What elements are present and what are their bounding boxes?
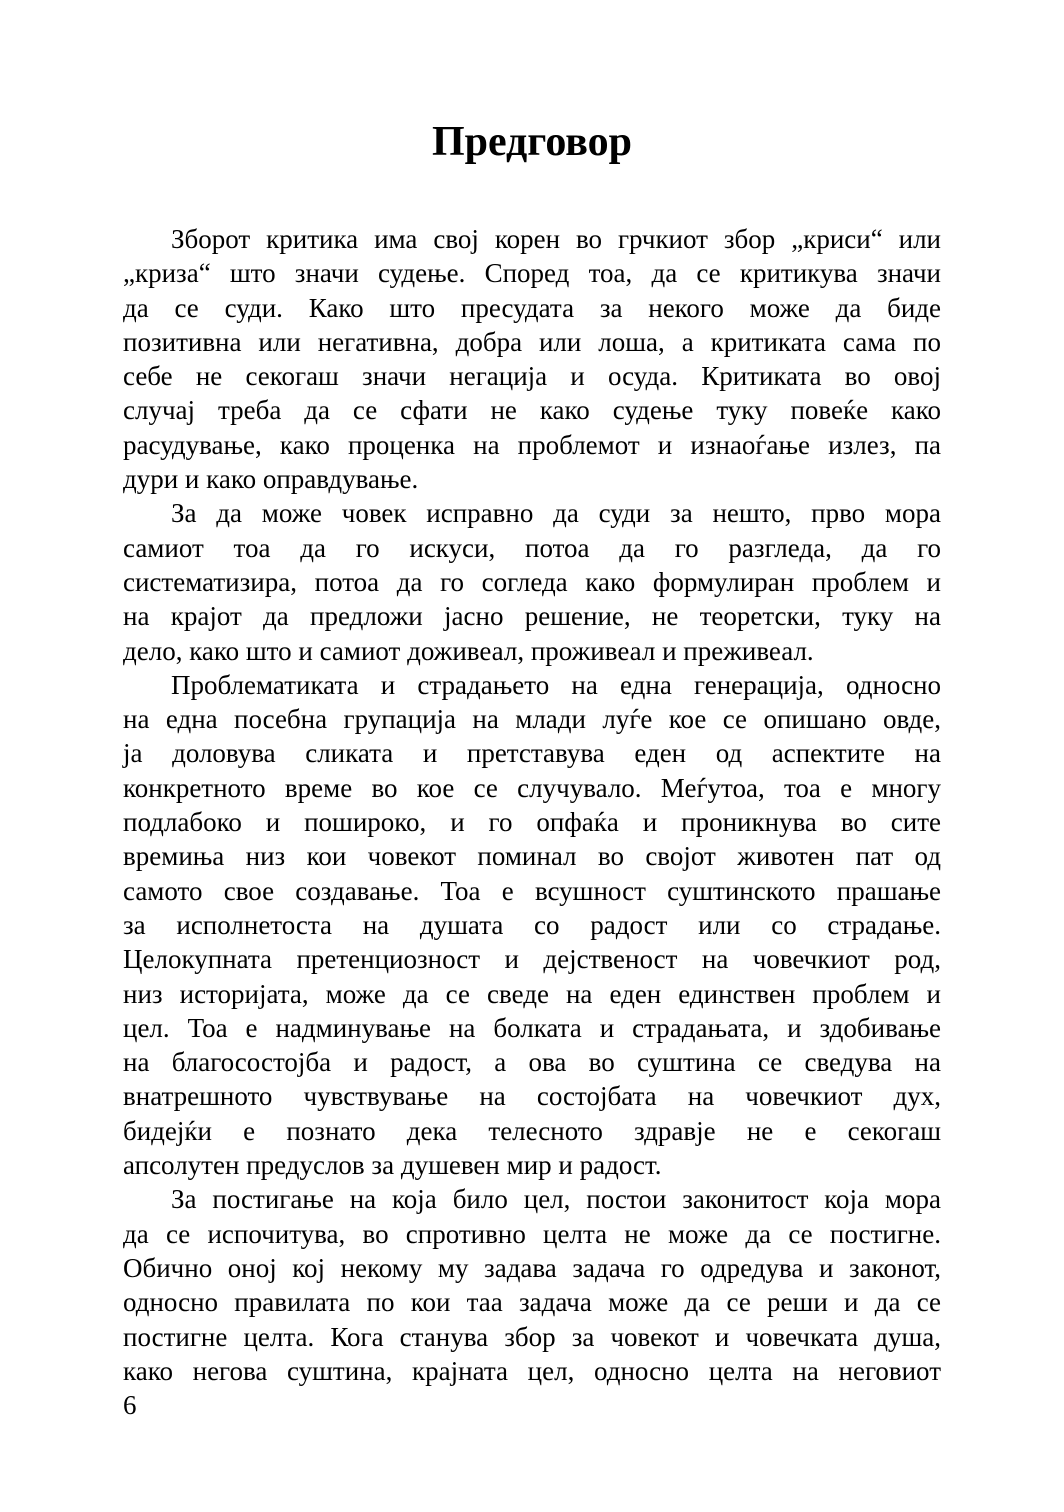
text-line: самото свое создавање. Тоа е всушност суштинското прашање (123, 875, 941, 906)
text-line: постигне целта. Кога станува збор за човекот и човечката душа, (123, 1321, 941, 1352)
text-line: Проблематиката и страдањето на една генерација, односно (171, 669, 941, 700)
page-number: 6 (123, 1390, 137, 1421)
text-line: да се суди. Како што пресудата за некого може да биде (123, 292, 941, 323)
text-line: конкретното време во кое се случувало. Меѓутоа, тоа е многу (123, 772, 941, 803)
text-line: себе не секогаш значи негација и осуда. Критиката во овој (123, 361, 941, 392)
text-line: на една посебна групација на млади луѓе кое се опишано овде, (123, 704, 941, 735)
chapter-title: Предговор (431, 119, 633, 165)
text-line: расудување, како проценка на проблемот и изнаоѓање излез, па (123, 429, 941, 460)
body-text (123, 222, 941, 1388)
text-line: „криза“ што значи судење. Според тоа, да се критикува значи (123, 258, 941, 289)
text-line: времиња низ кои човекот поминал во својот животен пат од (123, 841, 941, 872)
text-line: на крајот да предложи јасно решение, не теоретски, туку на (123, 601, 941, 632)
text-line: Обично оној кој некому му задава задача го одредува и законот, (123, 1252, 941, 1283)
text-line: за исполнетоста на душата со радост или со страдање. (123, 909, 941, 940)
text-line: апсолутен предуслов за душевен мир и радост. (123, 1150, 662, 1181)
text-line: Целокупната претенциозност и дејственост на човечкиот род, (123, 944, 941, 975)
text-line: на благосостојба и радост, а ова во суштина се сведува на (123, 1047, 941, 1078)
text-line: низ историјата, може да се сведе на еден единствен проблем и (123, 978, 941, 1009)
text-line: За да може човек исправно да суди за нешто, прво мора (171, 498, 941, 529)
text-line: За постигање на која било цел, постои законитост која мора (171, 1184, 941, 1215)
text-line: дело, како што и самиот доживеал, проживеал и преживеал. (123, 635, 814, 666)
text-line: бидејќи е познато дека телесното здравје не е секогаш (123, 1115, 941, 1146)
text-line: внатрешното чувствување на состојбата на човечкиот дух, (123, 1081, 941, 1112)
text-line: подлабоко и пошироко, и го опфаќа и проникнува во сите (123, 807, 941, 838)
text-line: односно правилата по кои таа задача може да се реши и да се (123, 1287, 941, 1318)
text-line: случај треба да се сфати не како судење туку повеќе како (123, 395, 941, 426)
text-line: ја доловува сликата и претставува еден од аспектите на (123, 738, 941, 769)
text-line: дури и како оправдување. (123, 464, 419, 495)
text-line: самиот тоа да го искуси, потоа да го разгледа, да го (123, 532, 941, 563)
text-line: систематизира, потоа да го согледа како формулиран проблем и (123, 566, 941, 597)
text-line: да се испочитува, во спротивно целта не може да се постигне. (123, 1218, 941, 1249)
text-line: како негова суштина, крајната цел, односно целта на неговиот (123, 1355, 941, 1386)
text-line: цел. Тоа е надминување на болката и страдањата, и здобивање (123, 1012, 941, 1043)
text-line: позитивна или негативна, добра или лоша, а критиката сама по (123, 326, 941, 357)
text-line: Зборот критика има свој корен во грчкиот збор „криси“ или (171, 224, 941, 254)
